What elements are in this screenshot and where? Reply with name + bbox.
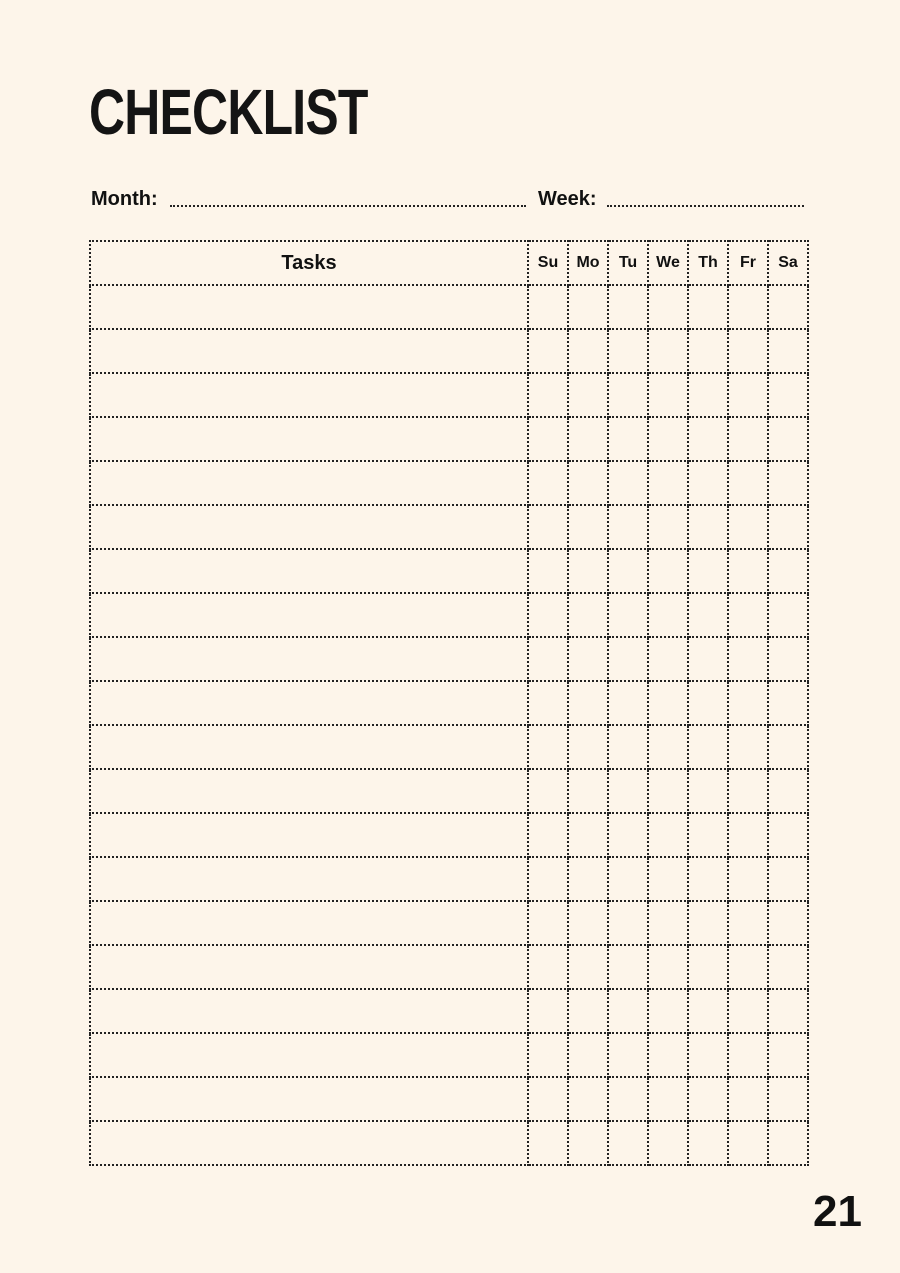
day-checkbox-cell[interactable] [568, 549, 608, 593]
day-checkbox-cell[interactable] [528, 681, 568, 725]
day-checkbox-cell[interactable] [688, 681, 728, 725]
day-checkbox-cell[interactable] [728, 1077, 768, 1121]
page-title: CHECKLIST [89, 76, 368, 148]
day-checkbox-cell[interactable] [728, 813, 768, 857]
day-checkbox-cell[interactable] [568, 373, 608, 417]
table-row [90, 329, 808, 373]
table-row [90, 593, 808, 637]
day-header-tu: Tu [608, 241, 648, 285]
day-header-sa: Sa [768, 241, 808, 285]
day-checkbox-cell[interactable] [688, 417, 728, 461]
day-checkbox-cell[interactable] [768, 901, 808, 945]
day-checkbox-cell[interactable] [648, 813, 688, 857]
table-row [90, 813, 808, 857]
task-cell[interactable] [90, 681, 528, 725]
day-checkbox-cell[interactable] [568, 329, 608, 373]
day-checkbox-cell[interactable] [648, 593, 688, 637]
day-checkbox-cell[interactable] [608, 417, 648, 461]
table-row [90, 1033, 808, 1077]
day-checkbox-cell[interactable] [568, 461, 608, 505]
day-checkbox-cell[interactable] [568, 945, 608, 989]
day-checkbox-cell[interactable] [648, 373, 688, 417]
table-row [90, 505, 808, 549]
day-checkbox-cell[interactable] [728, 857, 768, 901]
day-checkbox-cell[interactable] [768, 329, 808, 373]
day-checkbox-cell[interactable] [568, 1077, 608, 1121]
day-checkbox-cell[interactable] [728, 505, 768, 549]
day-checkbox-cell[interactable] [728, 1121, 768, 1165]
day-checkbox-cell[interactable] [528, 813, 568, 857]
day-checkbox-cell[interactable] [568, 1033, 608, 1077]
day-checkbox-cell[interactable] [688, 1033, 728, 1077]
day-checkbox-cell[interactable] [648, 461, 688, 505]
week-field[interactable] [607, 205, 804, 207]
day-checkbox-cell[interactable] [688, 637, 728, 681]
day-checkbox-cell[interactable] [528, 901, 568, 945]
day-checkbox-cell[interactable] [608, 813, 648, 857]
day-checkbox-cell[interactable] [648, 1121, 688, 1165]
task-cell[interactable] [90, 857, 528, 901]
day-checkbox-cell[interactable] [608, 901, 648, 945]
day-checkbox-cell[interactable] [608, 857, 648, 901]
day-checkbox-cell[interactable] [648, 637, 688, 681]
task-cell[interactable] [90, 461, 528, 505]
day-checkbox-cell[interactable] [768, 857, 808, 901]
day-checkbox-cell[interactable] [648, 769, 688, 813]
day-checkbox-cell[interactable] [528, 373, 568, 417]
month-field[interactable] [170, 205, 526, 207]
day-checkbox-cell[interactable] [728, 593, 768, 637]
day-checkbox-cell[interactable] [648, 549, 688, 593]
table-row [90, 901, 808, 945]
day-checkbox-cell[interactable] [728, 461, 768, 505]
day-checkbox-cell[interactable] [608, 1121, 648, 1165]
task-cell[interactable] [90, 637, 528, 681]
day-checkbox-cell[interactable] [528, 417, 568, 461]
day-checkbox-cell[interactable] [568, 813, 608, 857]
day-checkbox-cell[interactable] [528, 461, 568, 505]
day-checkbox-cell[interactable] [568, 505, 608, 549]
day-checkbox-cell[interactable] [608, 945, 648, 989]
table-row [90, 373, 808, 417]
task-cell[interactable] [90, 373, 528, 417]
task-cell[interactable] [90, 769, 528, 813]
day-checkbox-cell[interactable] [688, 549, 728, 593]
day-checkbox-cell[interactable] [648, 945, 688, 989]
table-row [90, 461, 808, 505]
table-header-row [90, 241, 808, 285]
table-row [90, 725, 808, 769]
day-checkbox-cell[interactable] [528, 857, 568, 901]
task-cell[interactable] [90, 329, 528, 373]
month-label: Month: [91, 188, 158, 210]
day-checkbox-cell[interactable] [568, 725, 608, 769]
day-checkbox-cell[interactable] [688, 813, 728, 857]
day-checkbox-cell[interactable] [648, 505, 688, 549]
day-checkbox-cell[interactable] [768, 505, 808, 549]
day-checkbox-cell[interactable] [648, 1077, 688, 1121]
day-checkbox-cell[interactable] [688, 461, 728, 505]
table-row [90, 945, 808, 989]
day-checkbox-cell[interactable] [728, 901, 768, 945]
day-checkbox-cell[interactable] [648, 417, 688, 461]
week-label: Week: [538, 188, 597, 210]
day-checkbox-cell[interactable] [568, 901, 608, 945]
day-checkbox-cell[interactable] [528, 989, 568, 1033]
day-checkbox-cell[interactable] [688, 901, 728, 945]
day-checkbox-cell[interactable] [728, 769, 768, 813]
task-cell[interactable] [90, 593, 528, 637]
day-checkbox-cell[interactable] [568, 681, 608, 725]
day-checkbox-cell[interactable] [648, 901, 688, 945]
task-cell[interactable] [90, 1077, 528, 1121]
day-checkbox-cell[interactable] [528, 1121, 568, 1165]
table-row [90, 769, 808, 813]
day-checkbox-cell[interactable] [688, 769, 728, 813]
day-checkbox-cell[interactable] [528, 1077, 568, 1121]
day-checkbox-cell[interactable] [568, 769, 608, 813]
table-row [90, 681, 808, 725]
day-checkbox-cell[interactable] [528, 329, 568, 373]
task-cell[interactable] [90, 549, 528, 593]
table-row [90, 857, 808, 901]
day-checkbox-cell[interactable] [568, 857, 608, 901]
day-checkbox-cell[interactable] [528, 285, 568, 329]
day-checkbox-cell[interactable] [768, 1121, 808, 1165]
day-checkbox-cell[interactable] [728, 373, 768, 417]
day-checkbox-cell[interactable] [728, 1033, 768, 1077]
day-checkbox-cell[interactable] [568, 285, 608, 329]
day-header-mo: Mo [568, 241, 608, 285]
day-checkbox-cell[interactable] [688, 505, 728, 549]
day-checkbox-cell[interactable] [768, 417, 808, 461]
task-cell[interactable] [90, 285, 528, 329]
day-checkbox-cell[interactable] [608, 461, 648, 505]
table-row [90, 549, 808, 593]
day-header-fr: Fr [728, 241, 768, 285]
day-checkbox-cell[interactable] [528, 549, 568, 593]
day-checkbox-cell[interactable] [728, 637, 768, 681]
day-checkbox-cell[interactable] [768, 681, 808, 725]
table-row [90, 285, 808, 329]
day-checkbox-cell[interactable] [608, 1077, 648, 1121]
day-checkbox-cell[interactable] [768, 461, 808, 505]
day-checkbox-cell[interactable] [688, 725, 728, 769]
day-checkbox-cell[interactable] [728, 725, 768, 769]
day-checkbox-cell[interactable] [608, 989, 648, 1033]
day-checkbox-cell[interactable] [728, 285, 768, 329]
day-checkbox-cell[interactable] [528, 593, 568, 637]
day-checkbox-cell[interactable] [768, 1033, 808, 1077]
task-cell[interactable] [90, 1033, 528, 1077]
day-checkbox-cell[interactable] [608, 725, 648, 769]
day-checkbox-cell[interactable] [688, 593, 728, 637]
day-header-th: Th [688, 241, 728, 285]
day-checkbox-cell[interactable] [568, 989, 608, 1033]
day-checkbox-cell[interactable] [648, 1033, 688, 1077]
day-checkbox-cell[interactable] [648, 857, 688, 901]
day-checkbox-cell[interactable] [608, 637, 648, 681]
day-checkbox-cell[interactable] [528, 945, 568, 989]
table-row [90, 637, 808, 681]
day-checkbox-cell[interactable] [608, 681, 648, 725]
day-checkbox-cell[interactable] [608, 1033, 648, 1077]
day-checkbox-cell[interactable] [608, 593, 648, 637]
task-cell[interactable] [90, 813, 528, 857]
day-checkbox-cell[interactable] [768, 549, 808, 593]
day-checkbox-cell[interactable] [648, 285, 688, 329]
day-checkbox-cell[interactable] [728, 329, 768, 373]
day-checkbox-cell[interactable] [688, 945, 728, 989]
day-checkbox-cell[interactable] [568, 1121, 608, 1165]
day-checkbox-cell[interactable] [768, 989, 808, 1033]
day-checkbox-cell[interactable] [608, 329, 648, 373]
day-checkbox-cell[interactable] [728, 989, 768, 1033]
day-checkbox-cell[interactable] [768, 373, 808, 417]
day-checkbox-cell[interactable] [728, 681, 768, 725]
task-cell[interactable] [90, 901, 528, 945]
task-cell[interactable] [90, 1121, 528, 1165]
day-header-su: Su [528, 241, 568, 285]
day-checkbox-cell[interactable] [528, 637, 568, 681]
day-checkbox-cell[interactable] [648, 989, 688, 1033]
day-checkbox-cell[interactable] [608, 549, 648, 593]
day-checkbox-cell[interactable] [648, 681, 688, 725]
checklist-grid [89, 240, 809, 1165]
table-row [90, 989, 808, 1033]
task-cell[interactable] [90, 417, 528, 461]
day-checkbox-cell[interactable] [688, 1077, 728, 1121]
page-number: 21 [813, 1187, 862, 1236]
day-checkbox-cell[interactable] [528, 505, 568, 549]
day-checkbox-cell[interactable] [528, 769, 568, 813]
day-checkbox-cell[interactable] [688, 1121, 728, 1165]
tasks-header: Tasks [90, 241, 528, 285]
checklist-table [89, 240, 809, 1166]
day-checkbox-cell[interactable] [768, 285, 808, 329]
day-checkbox-cell[interactable] [768, 813, 808, 857]
day-checkbox-cell[interactable] [768, 769, 808, 813]
day-checkbox-cell[interactable] [768, 945, 808, 989]
day-checkbox-cell[interactable] [688, 329, 728, 373]
day-checkbox-cell[interactable] [608, 285, 648, 329]
day-checkbox-cell[interactable] [688, 285, 728, 329]
day-checkbox-cell[interactable] [728, 549, 768, 593]
day-checkbox-cell[interactable] [568, 637, 608, 681]
day-checkbox-cell[interactable] [608, 373, 648, 417]
task-cell[interactable] [90, 945, 528, 989]
day-checkbox-cell[interactable] [688, 373, 728, 417]
day-checkbox-cell[interactable] [568, 593, 608, 637]
day-checkbox-cell[interactable] [608, 769, 648, 813]
day-checkbox-cell[interactable] [528, 725, 568, 769]
day-checkbox-cell[interactable] [728, 417, 768, 461]
day-checkbox-cell[interactable] [768, 1077, 808, 1121]
task-cell[interactable] [90, 505, 528, 549]
table-row [90, 1077, 808, 1121]
day-checkbox-cell[interactable] [768, 593, 808, 637]
day-checkbox-cell[interactable] [768, 725, 808, 769]
day-checkbox-cell[interactable] [728, 945, 768, 989]
day-checkbox-cell[interactable] [648, 725, 688, 769]
table-body [90, 285, 808, 1165]
day-checkbox-cell[interactable] [768, 637, 808, 681]
table-row [90, 1121, 808, 1165]
day-checkbox-cell[interactable] [608, 505, 648, 549]
task-cell[interactable] [90, 989, 528, 1033]
day-header-we: We [648, 241, 688, 285]
table-row [90, 417, 808, 461]
day-checkbox-cell[interactable] [688, 989, 728, 1033]
day-checkbox-cell[interactable] [568, 417, 608, 461]
day-checkbox-cell[interactable] [648, 329, 688, 373]
day-checkbox-cell[interactable] [528, 1033, 568, 1077]
day-checkbox-cell[interactable] [688, 857, 728, 901]
task-cell[interactable] [90, 725, 528, 769]
